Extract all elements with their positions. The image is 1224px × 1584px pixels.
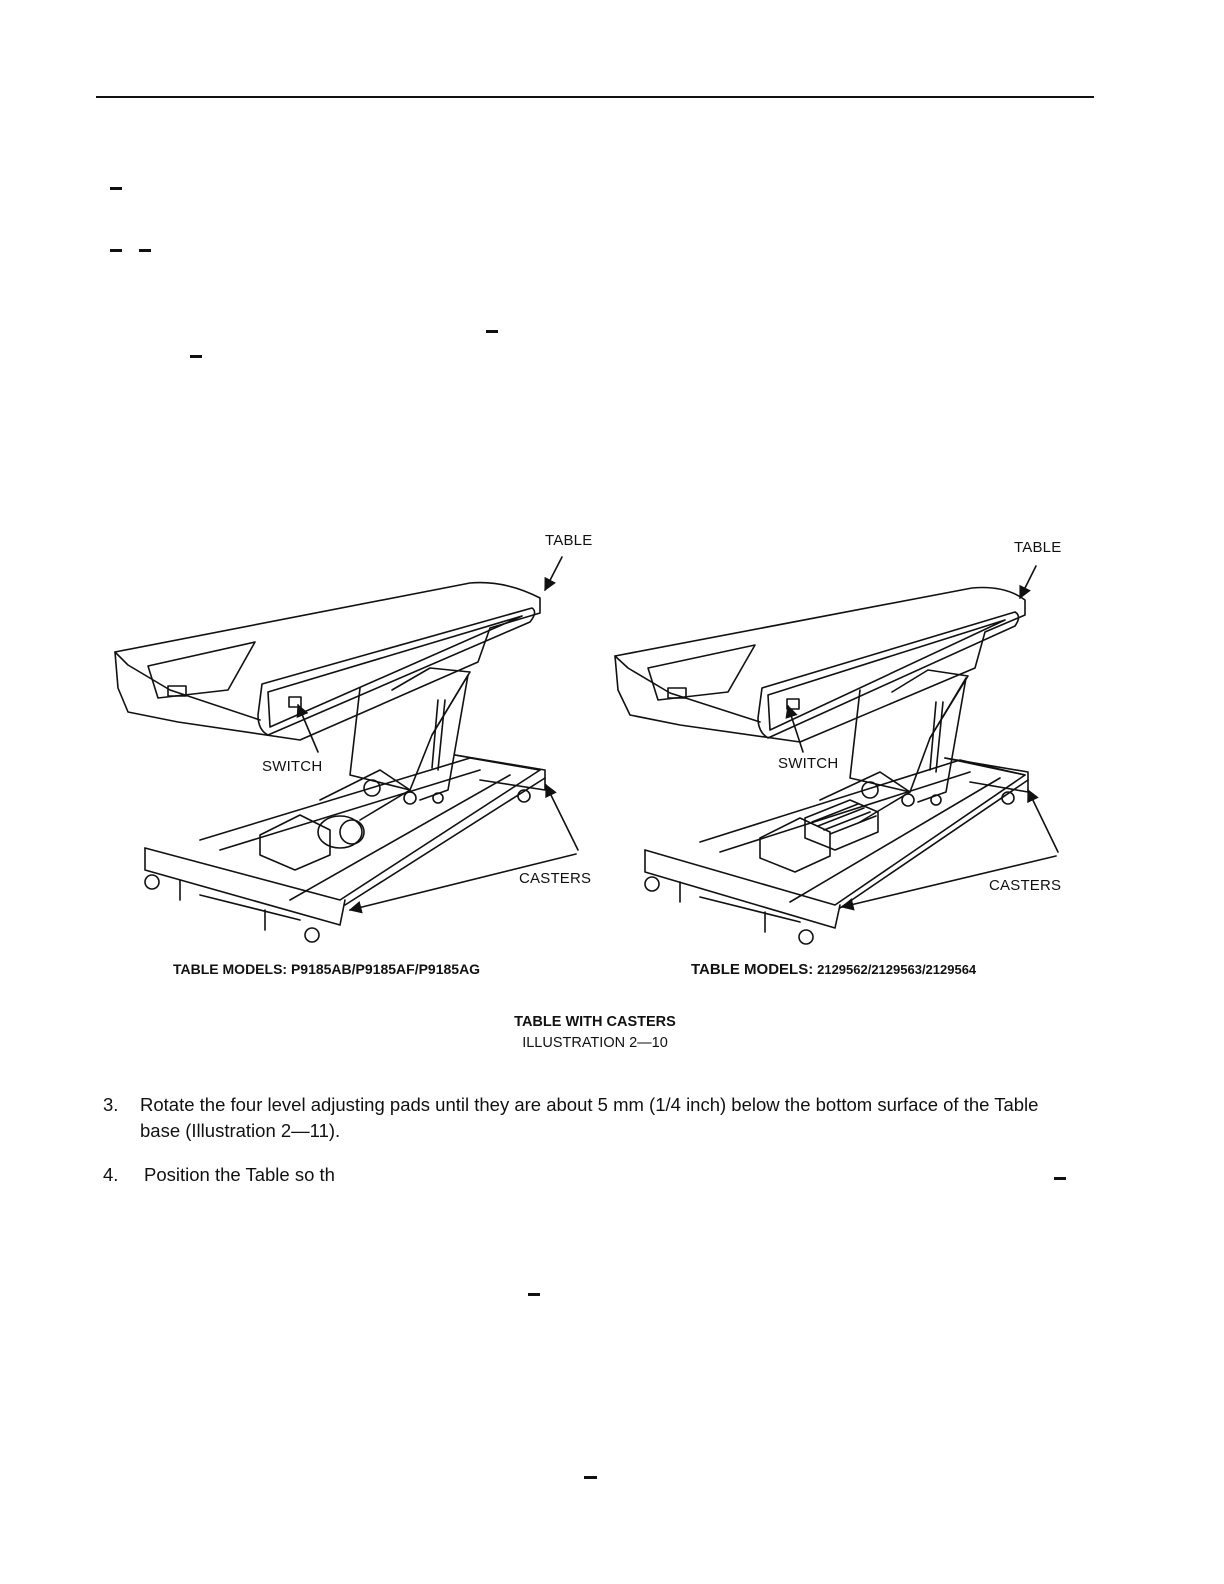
- left-casters-label: CASTERS: [519, 870, 592, 887]
- right-models-prefix: TABLE MODELS:: [691, 961, 814, 978]
- right-casters-label: CASTERS: [989, 877, 1062, 894]
- step-number: 3.: [103, 1094, 119, 1115]
- right-models-numbers: 2129562/2129563/2129564: [817, 962, 977, 977]
- step-text-line: Position the Table so th: [144, 1164, 335, 1185]
- right-models-caption: [691, 961, 976, 978]
- right-switch-label: SWITCH: [778, 755, 839, 772]
- illustration-number: ILLUSTRATION 2—10: [522, 1035, 668, 1051]
- step-number: 4.: [103, 1164, 119, 1185]
- dash-mark: [528, 1293, 540, 1296]
- left-table-drawing: [115, 557, 578, 942]
- figure-title: TABLE WITH CASTERS: [514, 1014, 676, 1030]
- step-text: [144, 1162, 1119, 1188]
- left-switch-label: SWITCH: [262, 758, 323, 775]
- step-text-line: base (Illustration 2—11).: [140, 1120, 341, 1141]
- left-models-caption: TABLE MODELS: P9185AB/P9185AF/P9185AG: [173, 961, 481, 977]
- step-text: [140, 1092, 1115, 1144]
- dash-mark: [584, 1476, 597, 1479]
- right-table-label: TABLE: [1014, 539, 1062, 556]
- step-text-line: Rotate the four level adjusting pads until they are about 5 mm (1/4 inch) below the bottom surface of the Table: [140, 1094, 1039, 1115]
- left-table-label: TABLE: [545, 532, 593, 549]
